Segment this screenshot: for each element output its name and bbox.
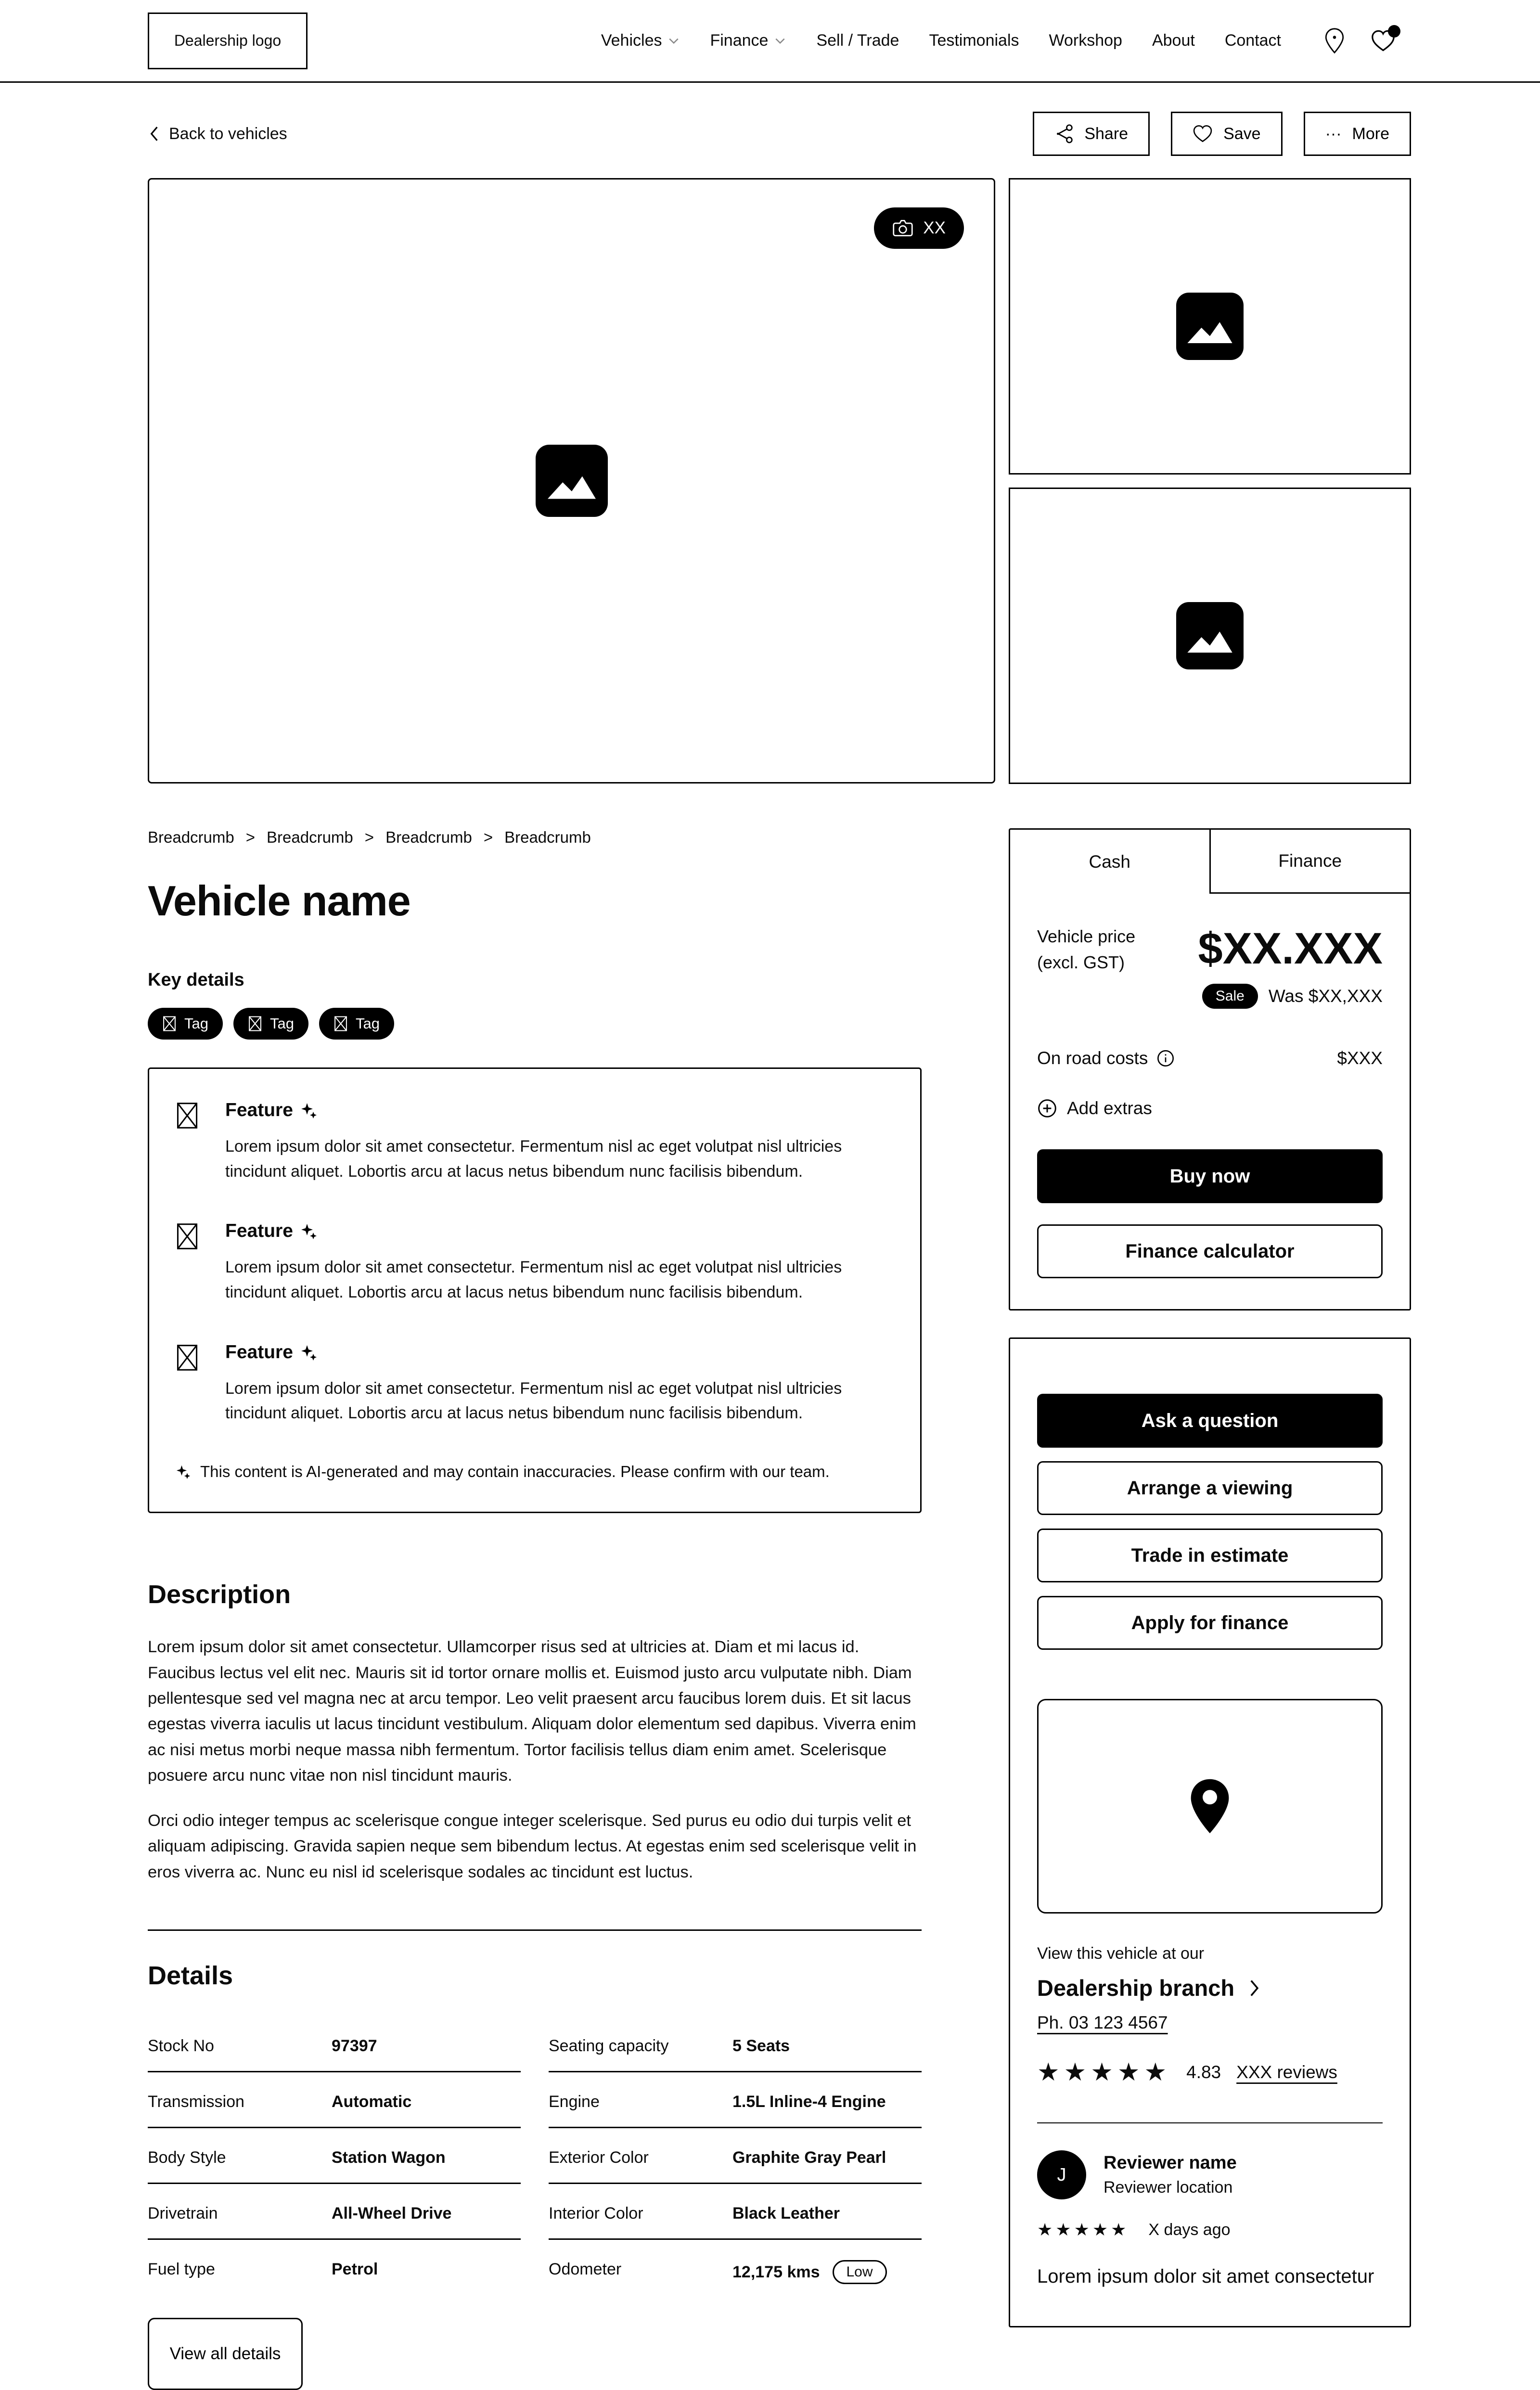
share-icon xyxy=(1054,124,1074,144)
detail-label: Stock No xyxy=(148,2037,214,2056)
tab-cash[interactable]: Cash xyxy=(1089,851,1130,872)
odometer-low-badge: Low xyxy=(833,2260,887,2284)
details-table xyxy=(148,2017,922,2300)
nav-label: Vehicles xyxy=(601,31,662,50)
nav-label: Contact xyxy=(1224,31,1281,50)
star-icon: ★ xyxy=(1055,2220,1074,2239)
detail-value: All-Wheel Drive xyxy=(332,2204,452,2223)
feature-text: Lorem ipsum dolor sit amet consectetur. Fermentum nisl ac eget volutpat nisl ultricies tincidunt aliquet. Lobortis arcu at lacus netus bibendum nunc facilisis bibendum. xyxy=(225,1258,842,1302)
image-placeholder-icon xyxy=(536,445,608,517)
location-pin-icon[interactable] xyxy=(1323,27,1346,54)
feature-placeholder-icon xyxy=(176,1222,198,1305)
tag-chip xyxy=(319,1008,394,1040)
star-icon: ★ xyxy=(1091,2058,1117,2086)
breadcrumb-item[interactable]: Breadcrumb xyxy=(148,828,234,846)
image-placeholder-icon xyxy=(1176,602,1244,669)
branch-phone-link[interactable]: Ph. 03 123 4567 xyxy=(1037,2013,1168,2032)
buy-now-button[interactable]: Buy now xyxy=(1037,1149,1383,1203)
more-button[interactable] xyxy=(1304,112,1411,156)
avatar: J xyxy=(1037,2150,1086,2199)
breadcrumb-separator: > xyxy=(483,828,493,846)
tag-chip xyxy=(233,1008,308,1040)
breadcrumb xyxy=(148,828,922,847)
breadcrumb-item[interactable]: Breadcrumb xyxy=(385,828,472,846)
thumbnail-placeholder[interactable] xyxy=(1009,488,1411,784)
feature-item xyxy=(176,1100,862,1184)
nav-label: About xyxy=(1152,31,1195,50)
tag-label: Tag xyxy=(355,1015,380,1032)
breadcrumb-item[interactable]: Breadcrumb xyxy=(267,828,353,846)
table-row xyxy=(549,2184,922,2240)
photo-gallery xyxy=(148,178,1411,784)
reviewer-location: Reviewer location xyxy=(1104,2178,1233,2197)
feature-title: Feature xyxy=(225,1100,293,1120)
review-star-rating xyxy=(1037,2220,1129,2240)
dealership-logo-label: Dealership logo xyxy=(174,32,282,49)
save-button[interactable] xyxy=(1171,112,1283,156)
ai-disclaimer xyxy=(176,1463,862,1481)
camera-icon xyxy=(892,219,913,237)
add-extras-label: Add extras xyxy=(1067,1098,1152,1118)
nav-item-testimonials[interactable] xyxy=(929,31,1019,50)
apply-for-finance-button[interactable]: Apply for finance xyxy=(1037,1596,1383,1650)
share-button[interactable] xyxy=(1033,112,1150,156)
ai-features-card xyxy=(148,1067,922,1513)
nav-item-finance[interactable] xyxy=(710,31,786,50)
star-icon: ★ xyxy=(1117,2058,1144,2086)
branch-name: Dealership branch xyxy=(1037,1975,1235,2001)
detail-value: 5 Seats xyxy=(732,2037,790,2056)
breadcrumb-separator: > xyxy=(364,828,374,846)
heart-icon xyxy=(1193,124,1213,143)
ellipsis-icon: ··· xyxy=(1325,124,1342,143)
info-icon[interactable] xyxy=(1156,1049,1175,1067)
star-icon: ★ xyxy=(1144,2058,1171,2086)
detail-label: Transmission xyxy=(148,2093,244,2111)
more-label: More xyxy=(1352,124,1389,143)
feature-item xyxy=(176,1221,862,1305)
plus-circle-icon xyxy=(1037,1098,1057,1118)
star-rating xyxy=(1037,2058,1171,2087)
star-icon: ★ xyxy=(1111,2220,1129,2239)
feature-title: Feature xyxy=(225,1341,293,1362)
photo-count-badge[interactable] xyxy=(874,207,964,249)
table-row xyxy=(549,2072,922,2128)
breadcrumb-separator: > xyxy=(245,828,256,846)
tag-label: Tag xyxy=(184,1015,208,1032)
star-icon: ★ xyxy=(1064,2058,1091,2086)
table-row xyxy=(549,2017,922,2072)
detail-label: Exterior Color xyxy=(549,2148,649,2167)
image-placeholder-icon xyxy=(1176,293,1244,360)
feature-text: Lorem ipsum dolor sit amet consectetur. Fermentum nisl ac eget volutpat nisl ultricies tincidunt aliquet. Lobortis arcu at lacus netus bibendum nunc facilisis bibendum. xyxy=(225,1379,842,1423)
sale-badge: Sale xyxy=(1202,984,1258,1009)
nav-label: Workshop xyxy=(1049,31,1122,50)
sparkle-icon xyxy=(301,1344,317,1361)
chevron-left-icon xyxy=(148,126,160,142)
nav-item-about[interactable] xyxy=(1152,31,1195,50)
on-road-costs-value: $XXX xyxy=(1337,1048,1383,1068)
section-divider xyxy=(148,1929,922,1931)
review-time-ago: X days ago xyxy=(1148,2220,1231,2239)
detail-value: 97397 xyxy=(332,2037,377,2056)
feature-title: Feature xyxy=(225,1221,293,1242)
table-row xyxy=(549,2240,922,2300)
nav-item-contact[interactable] xyxy=(1225,31,1281,50)
review-header xyxy=(1037,2150,1383,2199)
map-pin-icon xyxy=(1188,1777,1232,1835)
detail-value: Black Leather xyxy=(732,2204,840,2223)
table-row xyxy=(148,2072,521,2128)
tab-finance[interactable]: Finance xyxy=(1209,830,1410,894)
branch-rating xyxy=(1037,2058,1383,2087)
tag-placeholder-icon xyxy=(248,1015,262,1032)
thumbnail-column xyxy=(1009,178,1411,784)
nav-item-workshop[interactable] xyxy=(1049,31,1122,50)
vehicle-name: Vehicle name xyxy=(148,877,411,925)
detail-value: 12,175 kms xyxy=(732,2262,820,2281)
chevron-down-icon xyxy=(667,35,680,47)
vehicle-price-label: Vehicle price (excl. GST) xyxy=(1037,926,1136,972)
tag-chip xyxy=(148,1008,223,1040)
map-placeholder[interactable] xyxy=(1037,1699,1383,1914)
ask-a-question-button[interactable]: Ask a question xyxy=(1037,1394,1383,1448)
rating-value: 4.83 xyxy=(1186,2062,1221,2082)
details-heading: Details xyxy=(148,1961,233,1991)
star-icon: ★ xyxy=(1074,2220,1092,2239)
detail-label: Odometer xyxy=(549,2260,622,2279)
table-row xyxy=(549,2128,922,2184)
enquiry-card xyxy=(1009,1337,1411,2327)
detail-value: Graphite Gray Pearl xyxy=(732,2148,886,2167)
view-all-details-button[interactable]: View all details xyxy=(148,2318,303,2390)
finance-calculator-button[interactable]: Finance calculator xyxy=(1037,1224,1383,1278)
main-photo-placeholder[interactable] xyxy=(148,178,995,784)
sparkle-icon xyxy=(301,1102,317,1118)
star-icon: ★ xyxy=(1037,2058,1064,2086)
detail-label: Body Style xyxy=(148,2148,226,2167)
detail-label: Drivetrain xyxy=(148,2204,218,2223)
main-nav xyxy=(601,31,1281,50)
tag-label: Tag xyxy=(270,1015,294,1032)
feature-item xyxy=(176,1342,862,1426)
table-row xyxy=(148,2128,521,2184)
detail-label: Engine xyxy=(549,2093,600,2111)
tag-placeholder-icon xyxy=(334,1015,348,1032)
vehicle-price-value: $XX.XXX xyxy=(1198,924,1383,973)
dealership-logo[interactable] xyxy=(148,13,308,69)
ai-disclaimer-text: This content is AI-generated and may contain inaccuracies. Please confirm with our team. xyxy=(200,1463,830,1481)
sparkle-icon xyxy=(301,1223,317,1239)
detail-value: Station Wagon xyxy=(332,2148,446,2167)
detail-label: Fuel type xyxy=(148,2260,215,2279)
site-header xyxy=(0,0,1540,83)
detail-value: Petrol xyxy=(332,2260,378,2279)
review-divider xyxy=(1037,2122,1383,2123)
feature-placeholder-icon xyxy=(176,1102,198,1184)
nav-item-sell-trade[interactable] xyxy=(816,31,899,50)
star-icon: ★ xyxy=(1037,2220,1056,2239)
price-card xyxy=(1009,828,1411,1311)
description-heading: Description xyxy=(148,1580,291,1609)
table-row xyxy=(148,2184,521,2240)
saved-vehicles-heart-icon[interactable] xyxy=(1371,29,1396,53)
feature-placeholder-icon xyxy=(176,1344,198,1426)
sparkle-icon xyxy=(176,1464,191,1480)
trade-in-estimate-button[interactable]: Trade in estimate xyxy=(1037,1529,1383,1582)
nav-label: Finance xyxy=(710,31,769,50)
table-row xyxy=(148,2240,521,2294)
reviewer-name: Reviewer name xyxy=(1104,2153,1237,2173)
description-paragraph: Orci odio integer tempus ac scelerisque congue integer scelerisque. Sed purus eu odio dui turpis velit et aliquam adipiscing. Gravida sapien neque sem bibendum lectus. At egestas enim sed scelerisque velit in eros viverra ac. Nunc eu nisl id scelerisque sodales ac tincidunt est luctus. xyxy=(148,1811,917,1881)
arrange-a-viewing-button[interactable]: Arrange a viewing xyxy=(1037,1461,1383,1515)
detail-value: 1.5L Inline-4 Engine xyxy=(732,2093,886,2111)
nav-label: Testimonials xyxy=(929,31,1019,50)
save-label: Save xyxy=(1223,124,1261,143)
thumbnail-placeholder[interactable] xyxy=(1009,178,1411,475)
nav-item-vehicles[interactable] xyxy=(601,31,680,50)
nav-label: Sell / Trade xyxy=(816,31,899,50)
chevron-down-icon xyxy=(774,35,786,47)
detail-label: Interior Color xyxy=(549,2204,643,2223)
reviews-link[interactable]: XXX reviews xyxy=(1236,2062,1337,2082)
breadcrumb-item[interactable]: Breadcrumb xyxy=(504,828,591,846)
was-price: Was $XX,XXX xyxy=(1268,986,1383,1006)
back-to-vehicles-link[interactable] xyxy=(148,125,287,143)
photo-count: XX xyxy=(923,218,946,237)
share-label: Share xyxy=(1084,124,1129,143)
detail-value: Automatic xyxy=(332,2093,412,2111)
dealership-branch-link[interactable] xyxy=(1037,1975,1383,2001)
detail-label: Seating capacity xyxy=(549,2037,669,2056)
feature-text: Lorem ipsum dolor sit amet consectetur. Fermentum nisl ac eget volutpat nisl ultricies tincidunt aliquet. Lobortis arcu at lacus netus bibendum nunc facilisis bibendum. xyxy=(225,1137,842,1181)
notification-dot xyxy=(1388,25,1400,38)
key-details-heading: Key details xyxy=(148,970,244,990)
on-road-costs-label: On road costs xyxy=(1037,1048,1148,1068)
description-paragraph: Lorem ipsum dolor sit amet consectetur. Ullamcorper risus sed at ultricies at. Diam et mi lacus id. Faucibus lectus vel elit nec. Mauris sit id tortor ornare mollis et. Euismod justo arcu vulputate nibh. Diam pellentesque sed vel magna nec at arcu tempor. Leo velit praesent arcu faucibus lorem duis. Et sit lacus egestas viverra iaculis ut lacus tincidunt vestibulum. Aliquam dolor elementum sed dapibus. Viverra enim ac nisi metus morbi neque massa nibh fermentum. Tortor facilisis tellus diam enim amet. Scelerisque posuere arcu nunc vitae non nisl tincidunt mauris. xyxy=(148,1638,916,1785)
add-extras-button[interactable] xyxy=(1037,1098,1383,1118)
chevron-right-icon xyxy=(1249,1979,1260,1997)
table-row xyxy=(148,2017,521,2072)
vehicle-toolbar xyxy=(148,112,1411,156)
tag-placeholder-icon xyxy=(162,1015,177,1032)
review-excerpt: Lorem ipsum dolor sit amet consectetur xyxy=(1037,2266,1374,2287)
branch-intro-text: View this vehicle at our xyxy=(1037,1944,1205,1963)
tag-list xyxy=(148,1008,922,1040)
star-icon: ★ xyxy=(1092,2220,1111,2239)
back-label: Back to vehicles xyxy=(169,124,287,143)
